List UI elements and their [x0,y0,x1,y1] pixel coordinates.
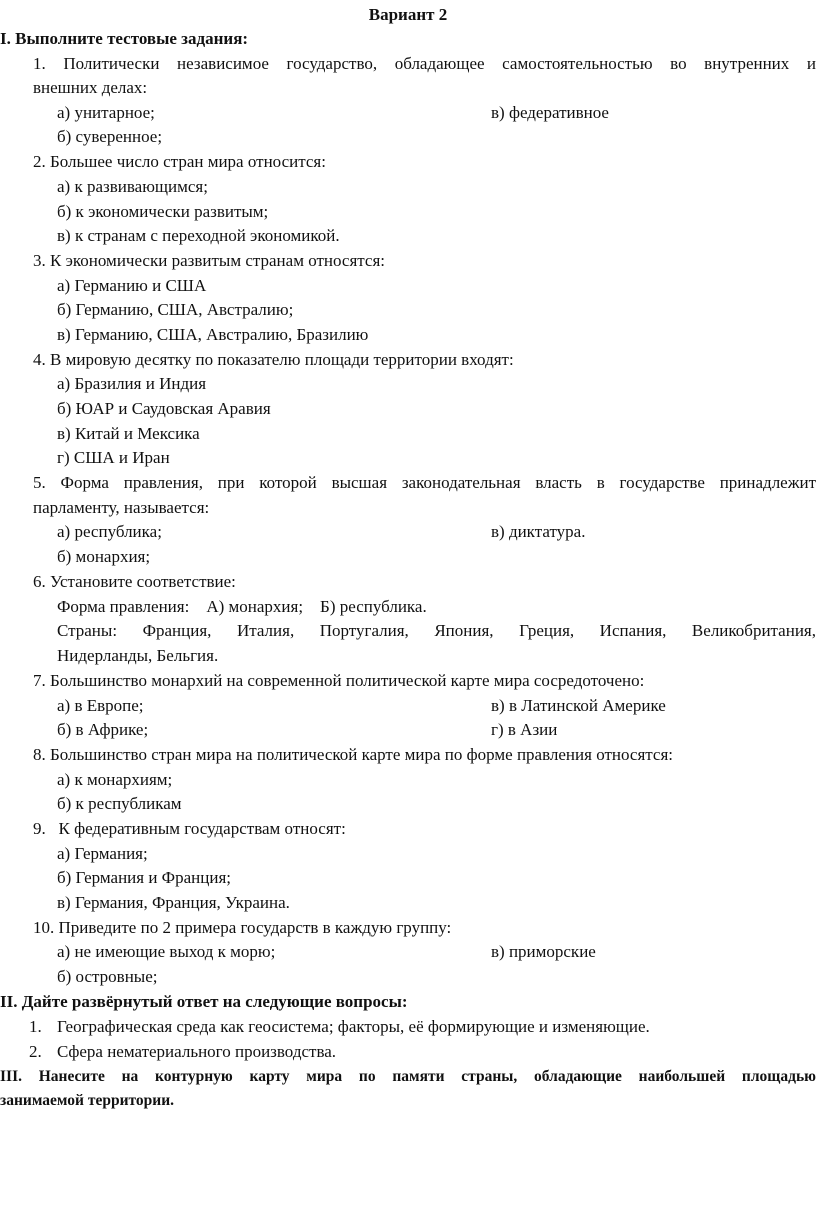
q1-option-v: в) федеративное [491,103,609,122]
q9-option-a: а) Германия; [57,844,148,863]
q5-option-a: а) республика; [57,522,162,541]
q1-option-b: б) суверенное; [57,127,163,146]
q5-option-b: б) монархия; [57,547,151,566]
q2-option-v: в) к странам с переходной экономикой. [57,226,340,245]
q10-option-a: а) не имеющие выход к морю; [57,942,276,961]
q10-option-b: б) островные; [57,967,158,986]
page-title: Вариант 2 [368,5,448,24]
q4-option-a: а) Бразилия и Индия [57,374,207,393]
q6-countries-line1: Страны: Франция, Италия, Португалия, Япония, Греция, Испания, Великобритания, [57,621,816,640]
q7-option-v: в) в Латинской Америке [491,696,666,715]
section-2-item-1-number: 1. [29,1017,42,1036]
q5-text-line2: парламенту, называется: [33,498,210,517]
q3-text: 3. К экономически развитым странам относятся: [33,251,386,270]
q3-option-b: б) Германию, США, Австралию; [57,300,294,319]
q9-option-b: б) Германия и Франция; [57,868,231,887]
q5-option-v: в) диктатура. [491,522,586,541]
section-2-item-1-text: Географическая среда как геосистема; факторы, её формирующие и изменяющие. [57,1017,650,1036]
q9-text: 9. К федеративным государствам относят: [33,819,346,838]
q4-text: 4. В мировую десятку по показателю площади территории входят: [33,350,514,369]
q2-option-a: а) к развивающимся; [57,177,208,196]
q7-option-a: а) в Европе; [57,696,144,715]
q2-option-b: б) к экономически развитым; [57,202,269,221]
q7-option-g: г) в Азии [491,720,558,739]
section-1-heading: I. Выполните тестовые задания: [0,29,249,48]
section-2-item-2-number: 2. [29,1042,42,1061]
q6-forms: Форма правления: А) монархия; Б) республика. [57,597,427,616]
q8-text: 8. Большинство стран мира на политической карте мира по форме правления относятся: [33,745,674,764]
q9-option-v: в) Германия, Франция, Украина. [57,893,290,912]
q3-option-a: а) Германию и США [57,276,207,295]
section-2-item-2-text: Сфера нематериального производства. [57,1042,337,1061]
q5-text-line1: 5. Форма правления, при которой высшая законодательная власть в государстве принадлежит [33,473,816,492]
q10-text: 10. Приведите по 2 примера государств в каждую группу: [33,918,452,937]
q3-option-v: в) Германию, США, Австралию, Бразилию [57,325,369,344]
q7-option-b: б) в Африке; [57,720,149,739]
q1-option-a: а) унитарное; [57,103,155,122]
q4-option-g: г) США и Иран [57,448,170,467]
q6-countries-line2: Нидерланды, Бельгия. [57,646,219,665]
q6-text: 6. Установите соответствие: [33,572,236,591]
q1-text-line1: 1. Политически независимое государство, обладающее самостоятельностью во внутренних и [33,54,816,73]
q1-text-line2: внешних делах: [33,78,148,97]
q8-option-b: б) к республикам [57,794,182,813]
section-3-text-line1: III. Нанесите на контурную карту мира по памяти страны, обладающие наибольшей площадью [0,1068,816,1085]
section-2-heading: II. Дайте развёрнутый ответ на следующие вопросы: [0,992,408,1011]
q2-text: 2. Большее число стран мира относится: [33,152,326,171]
section-3-text-line2: занимаемой территории. [0,1092,175,1109]
q7-text: 7. Большинство монархий на современной политической карте мира сосредоточено: [33,671,645,690]
q8-option-a: а) к монархиям; [57,770,173,789]
q4-option-v: в) Китай и Мексика [57,424,200,443]
q4-option-b: б) ЮАР и Саудовская Аравия [57,399,271,418]
q10-option-v: в) приморские [491,942,596,961]
